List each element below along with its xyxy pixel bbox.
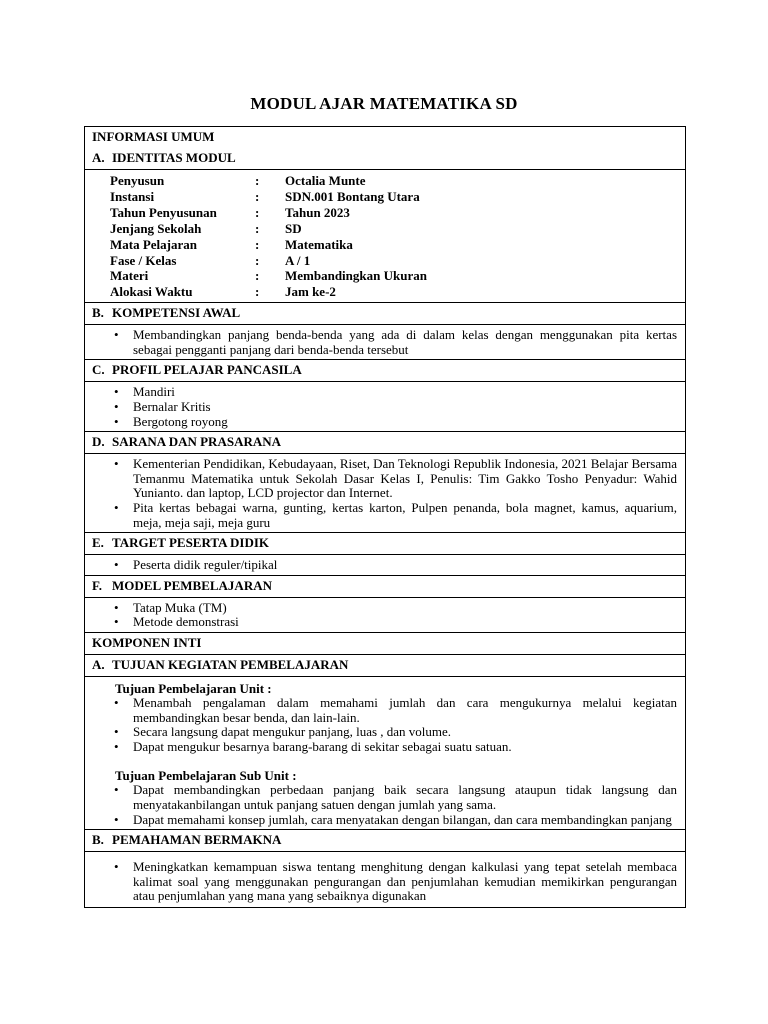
identitas-key: Mata Pelajaran [110, 236, 198, 252]
section-model-heading [85, 575, 685, 597]
section-pemahaman-heading [85, 829, 685, 851]
identitas-value: Matematika [285, 236, 353, 252]
section-number: B. [92, 305, 104, 321]
identitas-row [85, 268, 685, 284]
section-title: PROFIL PELAJAR PANCASILA [112, 362, 302, 378]
section-sarana-body [85, 453, 685, 532]
section-title: TUJUAN KEGIATAN PEMBELAJARAN [112, 656, 349, 672]
list-item: • Tatap Muka (TM) [92, 601, 677, 616]
identitas-key: Instansi [110, 188, 155, 204]
subunit-list [92, 783, 677, 827]
section-title: TARGET PESERTA DIDIK [112, 535, 270, 551]
section-model-body [85, 597, 685, 632]
list-item: • Pita kertas bebagai warna, gunting, kertas karton, Pulpen penanda, bola magnet, kamus, aquarium, meja, meja saji, meja guru [92, 501, 677, 530]
list-item: • Secara langsung dapat mengukur panjang, luas , dan volume. [92, 725, 677, 740]
list-item: • Mandiri [92, 385, 677, 400]
section-title: IDENTITAS MODUL [112, 150, 236, 165]
profil-list [92, 385, 677, 429]
identitas-block [85, 169, 685, 300]
document-title: MODUL AJAR MATEMATIKA SD [250, 94, 518, 113]
section-informasi-umum: INFORMASI UMUM [85, 126, 685, 148]
identitas-row [85, 189, 685, 205]
identitas-key: Alokasi Waktu [110, 284, 193, 300]
section-number: D. [92, 434, 105, 450]
section-title: KOMPETENSI AWAL [112, 305, 241, 321]
identitas-colon: : [255, 236, 260, 252]
section-sarana-heading [85, 431, 685, 453]
identitas-value: Jam ke-2 [285, 284, 336, 300]
module-table [84, 126, 686, 908]
subunit-subheading: Tujuan Pembelajaran Sub Unit : [115, 768, 297, 784]
identitas-colon: : [255, 284, 260, 300]
section-title: PEMAHAMAN BERMAKNA [112, 832, 282, 848]
list-item: • Bergotong royong [92, 415, 677, 430]
identitas-colon: : [255, 204, 260, 220]
sarana-list [92, 457, 677, 530]
list-item: • Peserta didik reguler/tipikal [92, 558, 677, 573]
model-list [92, 601, 677, 630]
section-number: F. [92, 577, 102, 593]
identitas-key: Fase / Kelas [110, 252, 177, 268]
list-item: • Membandingkan panjang benda-benda yang ada di dalam kelas dengan menggunakan pita kertas sebagai pengganti panjang dari benda-benda tersebut [92, 328, 677, 357]
identitas-value: A / 1 [285, 252, 311, 268]
identitas-colon: : [255, 268, 260, 284]
section-komponen-inti: KOMPONEN INTI [85, 632, 685, 654]
identitas-key: Penyusun [110, 173, 165, 188]
identitas-colon: : [255, 252, 260, 268]
identitas-value: SDN.001 Bontang Utara [285, 188, 420, 204]
identitas-value: Octalia Munte [285, 173, 366, 188]
identitas-row [85, 205, 685, 221]
target-list [92, 558, 677, 573]
section-title: MODEL PEMBELAJARAN [112, 577, 272, 593]
section-number: B. [92, 832, 104, 848]
section-tujuan-body [85, 676, 685, 829]
identitas-value: Tahun 2023 [285, 204, 350, 220]
identitas-key: Jenjang Sekolah [110, 220, 202, 236]
identitas-colon: : [255, 173, 260, 188]
list-item: • Kementerian Pendidikan, Kebudayaan, Riset, Dan Teknologi Republik Indonesia, 2021 Belajar Bersama Temanmu Matematika untuk Sekolah Dasar Kelas I, Penulis: Tim Gakko Tosho Penyadur: Wahid Yunianto. dan laptop, LCD projector dan Internet. [92, 457, 677, 501]
list-item: • Menambah pengalaman dalam memahami jumlah dan cara mengukurnya melalui kegiatan membandingkan besar benda, dan lain-lain. [92, 696, 677, 725]
identitas-value: SD [285, 220, 302, 236]
identitas-key: Materi [110, 268, 149, 284]
identitas-row [85, 173, 685, 189]
pemahaman-list [92, 860, 677, 904]
identitas-row [85, 253, 685, 269]
list-item: • Metode demonstrasi [92, 615, 677, 630]
list-item: • Dapat mengukur besarnya barang-barang di sekitar sebagai suatu satuan. [92, 740, 677, 755]
identitas-row [85, 221, 685, 237]
identitas-table [85, 173, 685, 300]
section-title: SARANA DAN PRASARANA [112, 434, 282, 450]
identitas-colon: : [255, 188, 260, 204]
section-target-body [85, 554, 685, 575]
section-number: E. [92, 535, 104, 551]
section-profil-heading [85, 359, 685, 381]
identitas-key: Tahun Penyusunan [110, 204, 217, 220]
section-identitas-heading [85, 148, 685, 169]
section-number: A. [92, 150, 105, 165]
section-number: C. [92, 362, 105, 378]
list-item: • Meningkatkan kemampuan siswa tentang menghitung dengan kalkulasi yang tepat setelah membaca kalimat soal yang menggunakan pengurangan dan penjumlahan kemudian memikirkan pengurangan atau penjumlahan yang mana yang sebaiknya digunakan [92, 860, 677, 904]
section-number: A. [92, 656, 105, 672]
list-item: • Dapat memahami konsep jumlah, cara menyatakan dengan bilangan, dan cara membandingkan panjang [92, 813, 677, 828]
section-kompetensi-body [85, 324, 685, 359]
section-target-heading [85, 532, 685, 554]
identitas-value: Membandingkan Ukuran [285, 268, 427, 284]
list-item: • Bernalar Kritis [92, 400, 677, 415]
unit-list [92, 696, 677, 754]
identitas-row [85, 237, 685, 253]
section-profil-body [85, 381, 685, 431]
identitas-colon: : [255, 220, 260, 236]
section-pemahaman-body [85, 851, 685, 907]
unit-subheading: Tujuan Pembelajaran Unit : [115, 680, 272, 696]
identitas-row [85, 284, 685, 300]
section-kompetensi-heading [85, 302, 685, 324]
list-item: • Dapat membandingkan perbedaan panjang baik secara langsung ataupun tidak langsung dan menyatakanbilangan untuk panjang satuen dengan jumlah yang sama. [92, 783, 677, 812]
section-tujuan-heading [85, 654, 685, 676]
kompetensi-list [92, 328, 677, 357]
